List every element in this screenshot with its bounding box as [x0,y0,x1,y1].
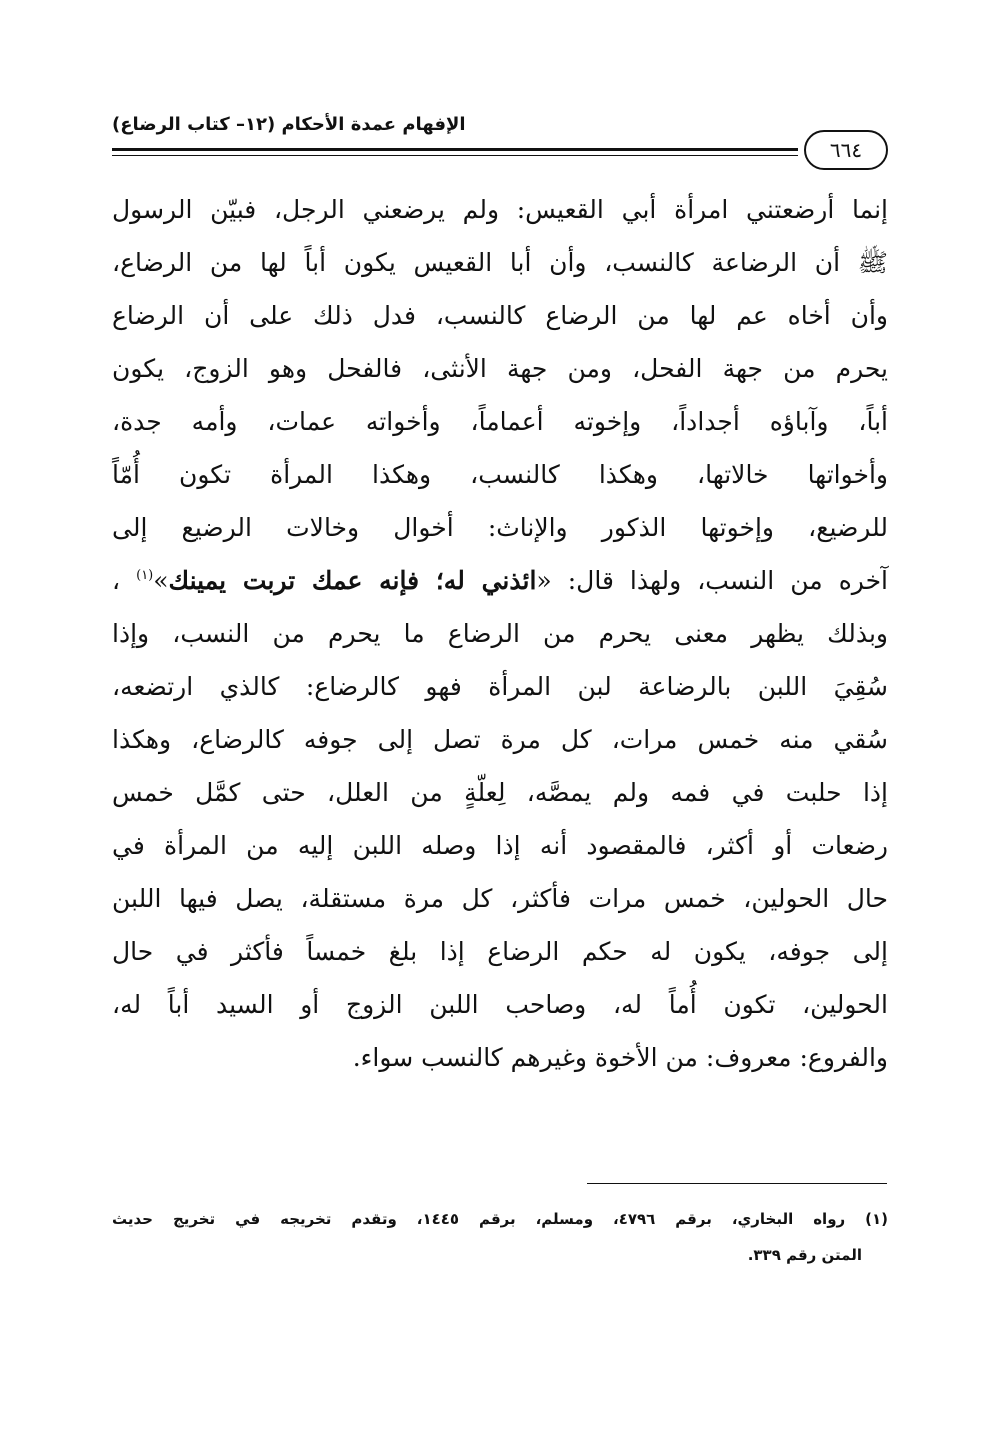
text-line: الحولين، تكون أُماً له، وصاحب اللبن الزوج أو السيد أباً له، [112,990,888,1019]
text-line: رضعات أو أكثر، فالمقصود أنه إذا وصله اللبن إليه من المرأة في [112,831,888,860]
header-rule-thin [112,155,798,156]
quote-tail: ، [112,566,121,595]
footnote-reference[interactable]: (١) [136,568,154,583]
text-line: ﷺ أن الرضاعة كالنسب، وأن أبا القعيس يكون أباً لها من الرضاع، [112,248,888,277]
text-line-last: والفروع: معروف: من الأخوة وغيرهم كالنسب سواء. [352,1043,888,1072]
text-line: إلى جوفه، يكون له حكم الرضاع إذا بلغ خمساً فأكثر في حال [112,937,888,966]
text-line: إنما أرضعتني امرأة أبي القعيس: ولم يرضعني الرجل، فبيّن الرسول [112,195,888,224]
hadith-quote: ائذني له؛ فإنه عمك تربت يمينك [168,566,537,595]
text-line: للرضيع، وإخوتها الذكور والإناث: أخوال وخالات الرضيع إلى [112,513,888,542]
running-header [112,108,888,178]
footnote-text-continued: المتن رقم ٣٣٩. [747,1246,862,1264]
footnote-separator [587,1183,887,1184]
footnote-text: (١) رواه البخاري، برقم ٤٧٩٦، ومسلم، برقم ١٤٤٥، وتقدم تخريجه في تخريج حديث [112,1210,888,1228]
text-line: سُقي منه خمس مرات، كل مرة تصل إلى جوفه كالرضاع، وهكذا [112,725,888,754]
text-line: إذا حلبت في فمه ولم يمصَّه، لِعلّةٍ من العلل، حتى كمَّل خمس [112,778,888,807]
header-title: الإفهام عمدة الأحكام (١٢– كتاب الرضاع) [112,114,466,135]
text-line: سُقِيَ اللبن بالرضاعة لبن المرأة فهو كالرضاع: كالذي ارتضعه، [112,672,888,701]
text-line: وأخواتها خالاتها، وهكذا كالنسب، وهكذا المرأة تكون أُمّاً [112,460,888,489]
text-line: يحرم من جهة الفحل، ومن جهة الأنثى، فالفحل وهو الزوج، يكون [112,354,888,383]
page-number: ٦٦٤ [829,138,863,162]
text-line: وبذلك يظهر معنى يحرم من الرضاع ما يحرم من النسب، وإذا [112,619,888,648]
text-line: وأن أخاه عم لها من الرضاع كالنسب، فدل ذلك على أن الرضاع [112,301,888,330]
footnotes [112,1201,888,1273]
text-line-with-quote [112,554,888,607]
page-number-badge [804,130,888,170]
quote-close: » [153,566,169,595]
body-text [112,183,888,1084]
quote-intro: آخره من النسب، ولهذا قال: « [536,566,888,595]
text-line: أباً، وآباؤه أجداداً، وإخوته أعماماً، وأخواته عمات، وأمه جدة، [112,407,888,436]
header-rule [112,148,798,151]
text-line: حال الحولين، خمس مرات فأكثر، كل مرة مستقلة، يصل فيها اللبن [112,884,888,913]
